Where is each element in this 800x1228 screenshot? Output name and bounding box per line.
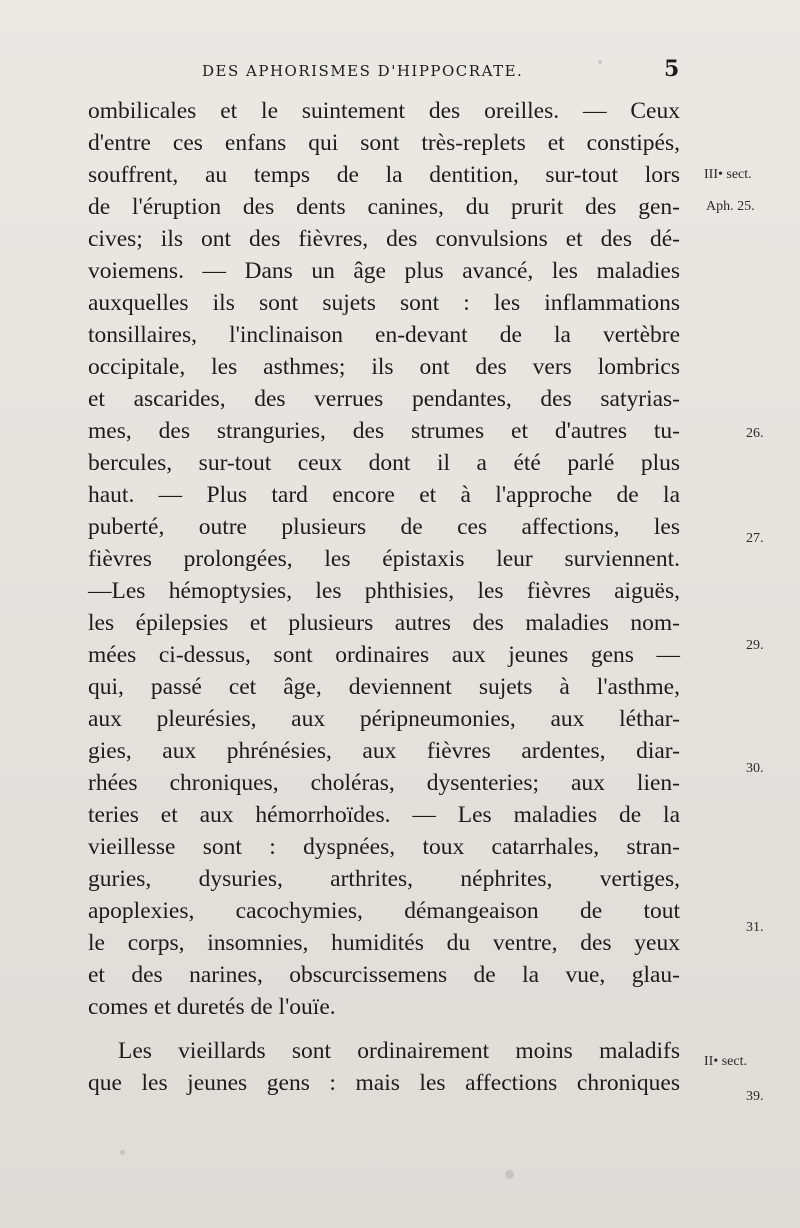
page-number: 5 bbox=[664, 56, 680, 82]
text-line: guries, dysuries, arthrites, néphrites, vertiges, bbox=[88, 866, 680, 892]
text-line: et des narines, obscurcissemens de la vue, glau- bbox=[88, 962, 680, 988]
text-line: les épilepsies et plusieurs autres des maladies nom- bbox=[88, 610, 680, 636]
margin-note-section: III• sect. bbox=[704, 167, 752, 182]
running-title: DES APHORISMES D'HIPPOCRATE. bbox=[202, 62, 524, 80]
margin-note-aphorism: 39. bbox=[746, 1089, 764, 1104]
text-line: mes, des stranguries, des strumes et d'autres tu- bbox=[88, 418, 680, 444]
text-line: puberté, outre plusieurs de ces affections, les bbox=[88, 514, 680, 540]
text-line: voiemens. — Dans un âge plus avancé, les maladies bbox=[88, 258, 680, 284]
text-line: cives; ils ont des fièvres, des convulsions et des dé- bbox=[88, 226, 680, 252]
text-line: rhées chroniques, choléras, dysenteries; aux lien- bbox=[88, 770, 680, 796]
text-line: vieillesse sont : dyspnées, toux catarrhales, stran- bbox=[88, 834, 680, 860]
margin-note-aphorism: Aph. 25. bbox=[706, 199, 755, 214]
text-line: de l'éruption des dents canines, du prurit des gen- bbox=[88, 194, 680, 220]
text-line: comes et duretés de l'ouïe. bbox=[88, 994, 336, 1020]
text-line: bercules, sur-tout ceux dont il a été parlé plus bbox=[88, 450, 680, 476]
text-line: tonsillaires, l'inclinaison en-devant de la vertèbre bbox=[88, 322, 680, 348]
text-line: teries et aux hémorrhoïdes. — Les maladies de la bbox=[88, 802, 680, 828]
text-line: souffrent, au temps de la dentition, sur-tout lors bbox=[88, 162, 680, 188]
text-line: apoplexies, cacochymies, démangeaison de tout bbox=[88, 898, 680, 924]
text-line: fièvres prolongées, les épistaxis leur surviennent. bbox=[88, 546, 680, 572]
text-line: Les vieillards sont ordinairement moins maladifs bbox=[118, 1038, 680, 1064]
text-line: et ascarides, des verrues pendantes, des satyrias- bbox=[88, 386, 680, 412]
text-line: mées ci-dessus, sont ordinaires aux jeunes gens — bbox=[88, 642, 680, 668]
margin-note-aphorism: 27. bbox=[746, 531, 764, 546]
margin-note-aphorism: 26. bbox=[746, 426, 764, 441]
text-line: —Les hémoptysies, les phthisies, les fièvres aiguës, bbox=[88, 578, 680, 604]
text-line: gies, aux phrénésies, aux fièvres ardentes, diar- bbox=[88, 738, 680, 764]
text-line: qui, passé cet âge, deviennent sujets à l'asthme, bbox=[88, 674, 680, 700]
text-line: auxquelles ils sont sujets sont : les inflammations bbox=[88, 290, 680, 316]
page-header bbox=[202, 56, 682, 90]
margin-note-aphorism: 29. bbox=[746, 638, 764, 653]
margin-note-aphorism: 31. bbox=[746, 920, 764, 935]
text-line: occipitale, les asthmes; ils ont des vers lombrics bbox=[88, 354, 680, 380]
text-line: que les jeunes gens : mais les affections chroniques bbox=[88, 1070, 680, 1096]
text-line: haut. — Plus tard encore et à l'approche de la bbox=[88, 482, 680, 508]
text-line: le corps, insomnies, humidités du ventre, des yeux bbox=[88, 930, 680, 956]
margin-note-section: II• sect. bbox=[704, 1054, 747, 1069]
margin-note-aphorism: 30. bbox=[746, 761, 764, 776]
text-line: ombilicales et le suintement des oreilles. — Ceux bbox=[88, 98, 680, 124]
text-line: d'entre ces enfans qui sont très-replets et constipés, bbox=[88, 130, 680, 156]
text-line: aux pleurésies, aux péripneumonies, aux léthar- bbox=[88, 706, 680, 732]
